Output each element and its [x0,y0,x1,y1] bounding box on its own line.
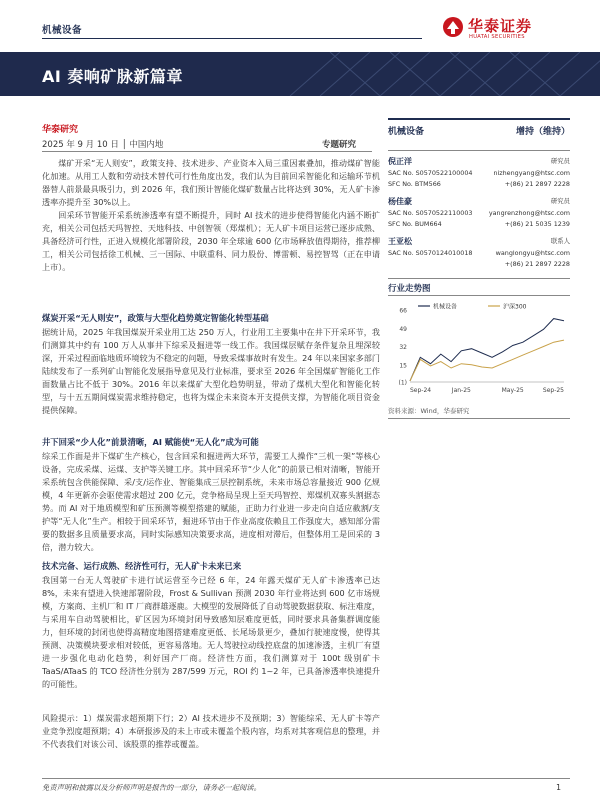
analyst-sac: SAC No. S0570124010018 [388,249,473,257]
analyst-sac: SAC No. S0570522100004 [388,169,473,177]
analyst-email[interactable]: wanglongyu@htsc.com [495,249,570,257]
analyst-phone: +(86) 21 5035 1239 [504,220,570,228]
header-rule [42,38,422,39]
summary-paragraph-2: 回采环节智能开采系统渗透率有望不断提升，同时 AI 技术的进步使得智能化内涵不断扩充，相关公司包括天玛智控、天地科技、中创智领（郑煤机）；无人矿卡项目运营已逐步成熟、具备经济可行性，正进入规模化部署阶段，2030 年全球逾 600 亿市场释放值得期待，推荐柳工，相关公司包括徐工机械、三一国际、中联重科、同力股份、博雷顿、易控智驾（正在申请上市）。 [42,210,380,272]
report-date: 2025 年 9 月 10 日 │ 中国内地 [42,140,164,150]
rating-row [388,124,570,142]
section-text-1: 据统计局，2025 年我国煤炭开采业用工达 250 万人，行业用工主要集中在井下开采环节，我们测算其中约有 100 万人从事井下综采及掘进等一线工作。我国煤层赋存条件复杂且埋深较深，开采过程面临地质环境较为不稳定的问题，导致采煤事故时有发生。24 年以来国家多部门陆续发布了一系列矿山智能化发展指导意见及行业标准，要求至 2026 年全国煤矿智能化工作面数量占比不低于 30%。2016 年以来煤矿大型化趋势明显，带动了煤机大型化和智能化转型，与十五五期间煤炭需求维持稳定，也将为煤企未来资本开支提供支撑，为智能化项目资金提供保障。 [42,327,380,415]
x-tick-label: May-25 [501,387,524,394]
y-tick-label: (1) [398,379,407,387]
footer-disclaimer: 免责声明和披露以及分析师声明是报告的一部分，请务必一起阅读。 [42,783,261,792]
y-tick-label: 32 [399,344,407,352]
sidebar-rule-4 [388,418,570,419]
sidebar-sector: 机械设备 [388,127,425,137]
analyst-email[interactable]: yangrenzhong@htsc.com [488,209,570,217]
footer-rule [42,778,570,779]
rating-value: 增持（维持） [515,127,570,137]
analyst-role: 研究员 [550,157,570,165]
section-heading-3: 技术完备、运行成熟、经济性可行，无人矿卡未来已来 [42,561,242,571]
x-tick-label: Sep-25 [542,387,564,394]
section-heading-1: 煤炭开采“无人则安”，政策与大型化趋势奠定智能化转型基础 [42,313,269,323]
trend-title: 行业走势图 [388,284,431,294]
y-tick-label: 49 [399,325,407,333]
report-type: 专题研究 [322,140,357,150]
analyst-sfc: SFC No. BUM664 [388,220,442,228]
summary-block [42,157,380,274]
analyst-card-3 [388,236,570,272]
report-kind: 华泰研究 [42,125,79,135]
logo-english: HUATAI SECURITIES [469,34,525,40]
analyst-sfc: SFC No. BTM566 [388,180,441,188]
company-logo [442,14,572,46]
section-text-2: 综采工作面是井下煤矿生产核心，包含回采和掘进两大环节，需要工人操作“三机一架”等核心设备，完成采煤、运煤、支护等关键工序。其中回采环节“少人化”的前景已相对清晰，智能开采系统包含供能保障、采/支/运作业、智能集成三层控制系统，未来市场总容量接近 900 亿规模，4 年更新亦会驱使需求超过 200 亿元，竞争格局呈现上至天玛智控、郑煤机双寡头割据态势。而 AI 对于地质模型和矿压预测等模型搭建的赋能，正助力行业进一步走向自适应截割/支护等“无人化”生产。相较于回采环节，掘进环节由于作业高度依赖且工作强度大，感知部分需要的数据多且质量要求高，同时实际感知决策要求高，进度相对滞后，但整体用工是回采的 3 倍，潜力较大。 [42,451,380,552]
sidebar-rule-2 [388,278,570,279]
legend-label: 机械设备 [433,303,458,311]
analyst-sac: SAC No. S0570522110003 [388,209,473,217]
logo-chinese: 华泰证券 [468,17,533,35]
y-tick-label: 15 [399,362,407,370]
x-tick-label: Jan-25 [451,387,471,394]
risk-text: 风险提示：1）煤炭需求超预期下行；2）AI 技术进步不及预期；3）智能综采、无人矿卡等产业竞争烈度超预期；4）本研报涉及的未上市或未覆盖个股内容，均系对其客观信息的整理，并不代表我们对该公司、该股票的推荐或覆盖。 [42,713,380,749]
risk-block [42,712,380,751]
analyst-phone: +(86) 21 2897 2228 [504,180,570,188]
legend-label: 沪深300 [503,303,527,311]
analyst-role: 联系人 [550,237,570,245]
analyst-email[interactable]: nizhengyang@htsc.com [493,169,570,177]
page-number: 1 [556,783,562,792]
huatai-logo-icon [442,16,464,38]
sidebar-rule-1 [388,150,570,151]
section-text-3: 我国第一台无人驾驶矿卡进行试运营至今已经 6 年，24 年露天煤矿无人矿卡渗透率已达 8%，未来有望进入快速部署阶段，Frost & Sullivan 预测 2030 年行业将达到 600 亿市场规模，方案商、主机厂和 IT 厂商群雄逐鹿。大模型的发展降低了自动驾驶数据获取、标注难度，与采用车自动驾驶相比，矿区因为环境封闭导致感知层难度更低，同时要求具备集群调度能力，但环境的封闭也使得高精度地图搭建难度更低、长尾场景更少，叠加行驶速度慢，使得其预测、决策模块要求相对较低，更容易落地。无人驾驶拉动线控底盘的加速渗透，主机厂有望进一步强化电动化趋势，利好国产厂商。经济性方面，我们测算对于 100t 级别矿卡 TaaS/ATaaS 的 TCO 经济性分别为 287/599 万元，ROI 约 1~2 年，已具备渗透率快速提升的可能性。 [42,575,380,689]
sector-tag: 机械设备 [42,25,83,36]
meta-rule [42,151,372,152]
x-tick-label: Sep-24 [410,387,432,394]
series-line-1 [410,319,564,381]
analyst-name: 王亚松 [388,237,412,246]
section-body-1 [42,326,380,417]
analyst-phone: +(86) 21 2897 2228 [504,260,570,268]
chart-source: 资料来源：Wind，华泰研究 [388,407,470,415]
analyst-name: 杨佳豪 [388,197,412,206]
sidebar-top-rule [388,118,570,120]
section-body-3 [42,574,380,691]
sidebar-rule-3 [388,295,570,296]
banner-pattern-icon [270,52,600,96]
section-heading-2: 井下回采“少人化”前景清晰，AI 赋能使“无人化”成为可能 [42,437,259,447]
analyst-role: 研究员 [550,197,570,205]
analyst-name: 倪正洋 [388,157,412,166]
series-line-2 [410,340,564,381]
trend-chart [388,300,570,400]
y-tick-label: 66 [399,307,407,315]
summary-paragraph-1: 煤矿开采“无人则安”，政策支持、技术进步、产业资本入局三重因素叠加，推动煤矿智能化加速。从用工人数和劳动技术替代可行性角度出发，我们认为目前回采智能化和运输环节机器替人前景最具吸引力，到 2026 年，我们预计智能化煤矿数量占比将达到 30%，无人矿卡渗透率亦提升至 30%以上。 [42,158,380,207]
page-title: AI 奏响矿脉新篇章 [42,67,183,86]
section-body-2 [42,450,380,554]
